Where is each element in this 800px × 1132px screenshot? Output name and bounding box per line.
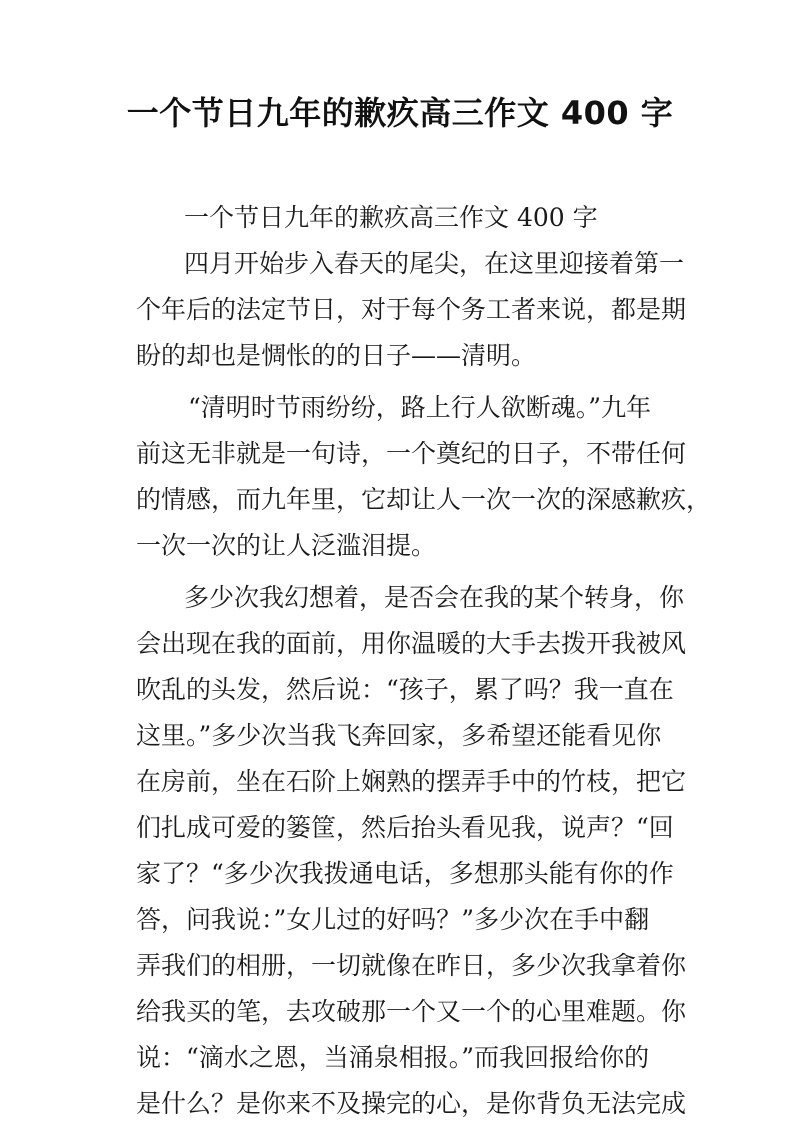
paragraph-line: 的情感，而九年里，它却让人一次一次的深感歉疚， (136, 485, 712, 514)
paragraph-line: 这里。”多少次当我飞奔回家，多希望还能看见你 (136, 721, 662, 750)
paragraph-line: 给我买的笔，去攻破那一个又一个的心里难题。你 (136, 997, 687, 1026)
document-title: 一个节日九年的歉疚高三作文 400 字 (126, 94, 674, 132)
paragraph-line: “清明时节雨纷纷，路上行人欲断魂。”九年 (188, 393, 652, 422)
paragraph-line: 在房前，坐在石阶上娴熟的摆弄手中的竹枝，把它 (136, 767, 687, 796)
paragraph-line: 一次一次的让人泛滥泪提。 (136, 531, 437, 560)
paragraph-line: 们扎成可爱的篓筐，然后抬头看见我，说声？“回 (136, 813, 674, 842)
paragraph-line: 弄我们的相册，一切就像在昨日，多少次我拿着你 (136, 951, 687, 980)
paragraph-line: 四月开始步入春天的尾尖，在这里迎接着第一 (184, 249, 685, 278)
document-subtitle: 一个节日九年的歉疚高三作文 400 字 (184, 203, 598, 232)
paragraph-line: 多少次我幻想着，是否会在我的某个转身，你 (184, 583, 685, 612)
paragraph-line: 盼的却也是惆怅的的日子——清明。 (136, 341, 537, 370)
paragraph-line: 家了？“多少次我拨通电话，多想那头能有你的作 (136, 859, 674, 888)
paragraph-line: 答，问我说：”女儿过的好吗？”多少次在手中翻 (136, 905, 650, 934)
paragraph-line: 个年后的法定节日，对于每个务工者来说，都是期 (136, 295, 687, 324)
paragraph-line: 前这无非就是一句诗，一个奠纪的日子，不带任何 (136, 439, 687, 468)
document-body (136, 195, 712, 1127)
paragraph-line: 是什么？是你来不及操完的心，是你背负无法完成 (136, 1089, 687, 1118)
paragraph-line: 说：“滴水之恩，当涌泉相报。”而我回报给你的 (136, 1043, 650, 1072)
paragraph-line: 吹乱的头发，然后说：“孩子，累了吗？我一直在 (136, 675, 674, 704)
paragraph-line: 会出现在我的面前，用你温暖的大手去拨开我被风 (136, 629, 687, 658)
